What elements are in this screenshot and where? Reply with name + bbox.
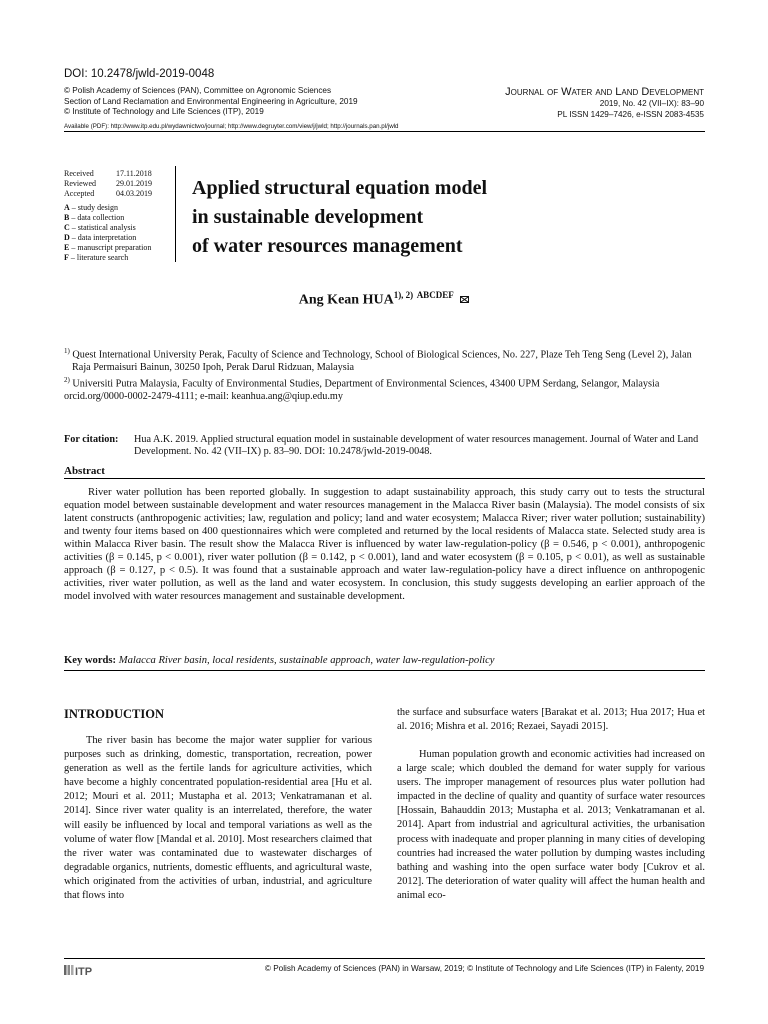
affiliation: $^{1)}$ Quest International University Perak, Faculty of Science and Technology, School of Biological Sciences, No. 227, Plaze Teh Teng Seng (Level 2), Jalan Raja Permaisuri Bainun, 30250 Ipoh, Perak Darul Ridzuan, Malaysia: [64, 347, 692, 373]
journal-issn: PL ISSN 1429–7426, e-ISSN 2083-4535: [557, 109, 704, 119]
author-affil-marks: 1), 2): [393, 290, 414, 300]
role-item: E – manuscript preparation: [64, 243, 152, 252]
intro-column-right: Human population growth and economic activities had increased on a large scale; which doubled the demand for water supply for various users. The improper management of resources plus water pollution had impacted in the decline of quality and quantity of surface water resources [Hossain, Bahauddin 2013; Mustapha et al. 2013; Venkatramanan et al. 2014]. Apart from industrial and agricultural activities, the urbanisation process with inadequate and proper planning in many cities of developing countries had increased the water pollution by dumping wastes including bathing and washing into the open surface water body [Cukrov et al. 2012]. The deterioration of water quality will affect the human health and animal eco-: [397, 749, 705, 901]
title-line: of water resources management: [192, 235, 463, 257]
date-value: 04.03.2019: [116, 189, 152, 198]
orcid-email: orcid.org/0000-0002-2479-4111; e-mail: keanhua.ang@qiup.edu.my: [64, 391, 343, 403]
role-item: B – data collection: [64, 213, 125, 222]
svg-text:ITP: ITP: [75, 966, 93, 977]
date-value: 17.11.2018: [116, 169, 152, 178]
footer-divider: [64, 958, 705, 959]
keywords-text: Malacca River basin, local residents, sustainable approach, water law-regulation-policy: [118, 655, 495, 666]
meta-divider: [175, 166, 176, 262]
date-label: Reviewed: [64, 179, 96, 188]
journal-issue: 2019, No. 42 (VII–IX): 83–90: [599, 99, 704, 108]
date-value: 29.01.2019: [116, 179, 152, 188]
role-item: A – study design: [64, 203, 119, 212]
affiliation: $^{2)}$ Universiti Putra Malaysia, Faculty of Environmental Studies, Department of Environmental Sciences, 43400 UPM Serdang, Selangor, Malaysia: [64, 375, 660, 390]
author-line: [0, 290, 768, 309]
role-item: F – literature search: [64, 253, 129, 262]
article-meta: [64, 169, 179, 263]
header-divider: [64, 131, 705, 132]
citation-label: For citation:: [64, 434, 119, 445]
keywords: [64, 655, 705, 666]
date-label: Received: [64, 169, 94, 178]
footer-copyright: © Polish Academy of Sciences (PAN) in Warsaw, 2019; © Institute of Technology and Life Sciences (ITP) in Falenty, 2019: [264, 964, 704, 973]
citation-block: [64, 434, 705, 458]
intro-column-left: The river basin has become the major water supplier for various purposes such as drinking, domestic, transportation, recreation, power generation as well as the fertile lands for agriculture activities, which have become a highly concentrated population-residential area [Hu et al. 2012; Mouri et al. 2011; Mustapha et al. 2013; Venkatramanan et al. 2014]. Since river water quality is an interrelated, therefore, the water will easily be influenced by local and temporal variations as well as the volume of water flow [Mandal et al. 2010]. Most researchers claimed that the river water was contaminated due to wastewater discharges of degradable organics, nutrients, domestic effluents, and agricultural waste, which originated from the activities of urban, industrial, and agriculture that flows into: [64, 735, 372, 902]
keywords-label: Key words:: [64, 655, 117, 666]
intro-column-right-continuation: the surface and subsurface waters [Barakat et al. 2013; Hua 2017; Hua et al. 2016; Mishra et al. 2016; Rezaei, Sayadi 2015].: [397, 707, 705, 733]
doi-line: DOI: 10.2478/jwld-2019-0048: [64, 68, 215, 80]
date-label: Accepted: [64, 189, 95, 198]
availability-line: Available (PDF): http://www.itp.edu.pl/wydawnictwo/journal; http://www.degruyter.com/view/j/jwld; http://journals.pan.pl/jwld: [64, 123, 399, 130]
review-dates: [64, 169, 179, 199]
copyright-line: Section of Land Reclamation and Environmental Engineering in Agriculture, 2019: [64, 96, 358, 106]
copyright-line: © Polish Academy of Sciences (PAN), Committee on Agronomic Sciences: [64, 86, 332, 95]
envelope-icon[interactable]: [460, 296, 469, 303]
contribution-roles: [64, 203, 179, 263]
abstract-heading: Abstract: [64, 465, 105, 477]
title-line: in sustainable development: [192, 206, 424, 228]
role-item: D – data interpretation: [64, 233, 137, 242]
keywords-divider: [64, 670, 705, 671]
author-name: Ang Kean HUA: [298, 292, 394, 308]
title-line: Applied structural equation model: [192, 177, 488, 199]
article-title: [192, 174, 652, 261]
role-item: C – statistical analysis: [64, 223, 136, 232]
journal-block: [404, 86, 704, 120]
abstract-divider: [64, 478, 705, 479]
section-heading: INTRODUCTION: [64, 707, 165, 721]
citation-text: Hua A.K. 2019. Applied structural equation model in sustainable development of water resources management. Journal of Water and Land Development. No. 42 (VII–IX) p. 83–90. DOI: 10.2478/jwld-2019-0048.: [134, 434, 699, 458]
author-contribution: ABCDEF: [416, 290, 454, 300]
affiliations: [64, 345, 705, 404]
copyright-line: © Institute of Technology and Life Sciences (ITP), 2019: [64, 107, 264, 117]
journal-name: Journal of Water and Land Development: [505, 86, 704, 98]
itp-logo-icon: [64, 963, 104, 977]
abstract-text: River water pollution has been reported globally. In suggestion to adapt sustainability approach, this study carry out to tests the structural equation model between sustainable development and water resources management in the Malacca River basin (Malaysia). The model consists of six latent constructs (anthropogenic activities; law, regulation and policy; land and water ecosystem; Malacca River; river water pollution; sustainability) and twenty four items based on 400 questionnaires which were completed and returned by the local residents of Malacca state. Selected study area is within Malacca River basin. The result show the Malacca River is influenced by water law-regulation-policy (β = 0.546, p < 0.001), anthropogenic activities (β = 0.145, p < 0.001), river water pollution (β = 0.142, p < 0.001), land and water ecosystem (β = 0.105, p < 0.01), as well as sustainable approach (β = 0.127, p < 0.5). It was found that a sustainable approach and water law-regulation-policy have a direct influence on anthropogenic activities, river water pollution, as well as the land and water ecosystem. In conclusion, this study suggests developing an earlier approach of the model involved with water resources management and sustainable development.: [64, 487, 705, 602]
